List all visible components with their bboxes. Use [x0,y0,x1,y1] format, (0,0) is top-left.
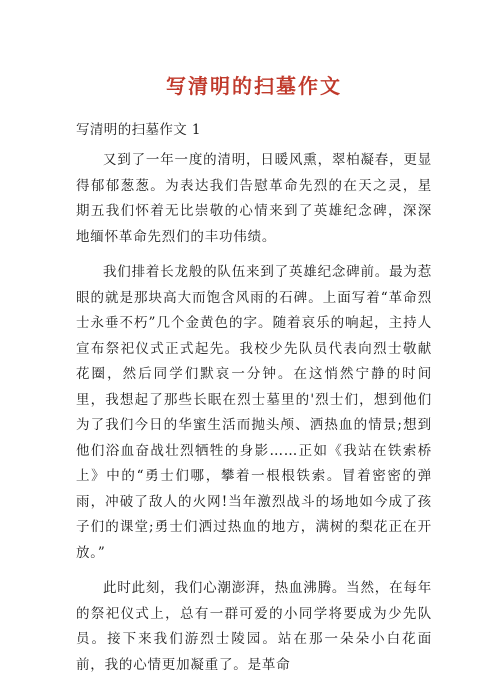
section-heading: 写清明的扫墓作文 1 [76,122,201,138]
paragraph-2: 我们排着长龙般的队伍来到了英雄纪念碑前。最为惹眼的就是那块高大而饱含风雨的石碑。上面写着“革命烈士永垂不朽”几个金黄色的字。随着哀乐的响起，主持人宣布祭祀仪式正式起先。我校少先队员代表向烈士敬献花圈，然后同学们默哀一分钟。在这悄然宁静的时间里，我想起了那些长眠在烈士墓里的'烈士们，想到他们为了我们今日的华蜜生活而抛头颅、洒热血的情景;想到他们浴血奋战壮烈牺牲的身影……正如《我站在铁索桥上》中的“勇士们哪，攀着一根根铁索。冒着密密的弹雨，冲破了敌人的火网!当年激烈战斗的场地如今成了孩子们的课堂;勇士们洒过热血的地方，满树的梨花正在开放。” [76,264,432,561]
document-title: 写清明的扫墓作文 [166,74,342,98]
paragraph-3: 此时此刻，我们心潮澎湃，热血沸腾。当然，在每年的祭祀仪式上，总有一群可爱的小同学将要成为少先队员。接下来我们游烈士陵园。站在那一朵朵小白花面前，我的心情更加凝重了。是革命 [76,580,432,673]
paragraph-1: 又到了一年一度的清明，日暖风熏，翠柏凝春，更显得郁郁葱葱。为表达我们告慰革命先烈的在天之灵，星期五我们怀着无比崇敬的心情来到了英雄纪念碑，深深地缅怀革命先烈们的丰功伟绩。 [76,152,432,245]
